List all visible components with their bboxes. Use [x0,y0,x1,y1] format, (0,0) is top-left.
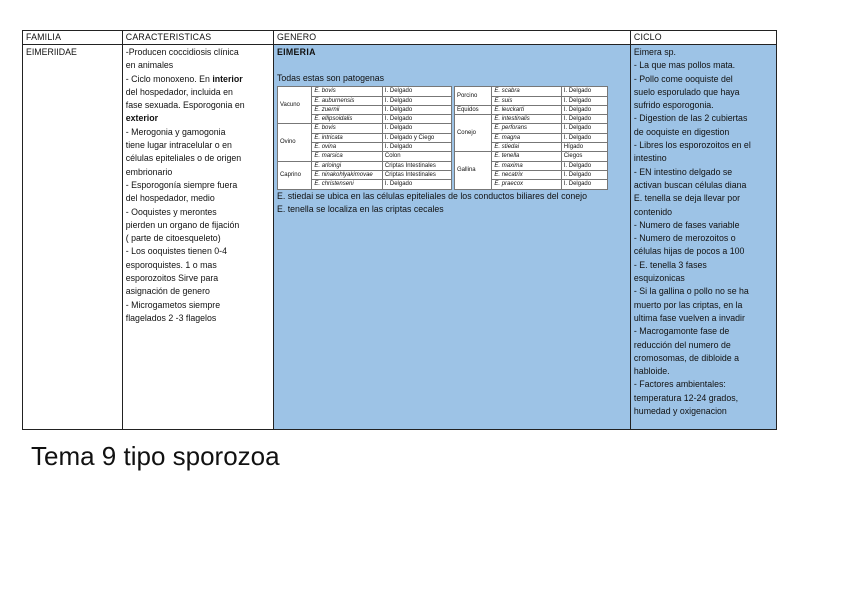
caracteristica-line [126,126,270,139]
species-table-right [454,86,608,189]
species-name: E. ninakohlyakimovae [312,170,383,179]
species-name: E. suis [492,96,561,105]
species-name: E. perforans [492,124,561,133]
caracteristica-text: pierden un organo de fijación [125,219,240,230]
caracteristica-line [126,179,270,192]
caracteristica-line [126,259,270,272]
ciclo-line: - Numero de merozoitos o [633,233,736,244]
species-row [277,161,451,170]
species-row [454,152,607,161]
ciclo-line: - E. tenella 3 fases [633,259,707,270]
species-name: E. auburnensis [312,96,383,105]
ciclo-line: intestino [633,153,667,164]
species-name: E. christenseni [312,180,383,189]
caracteristica-line [126,112,270,125]
caracteristica-text: - Los ooquistes tienen 0-4 [125,246,227,257]
ciclo-line: de ooquiste en digestion [633,126,730,137]
ciclo-line: habloide. [633,366,670,377]
header-caracteristicas: CARACTERISTICAS [122,31,273,45]
caracteristica-line [126,166,270,179]
caracteristica-line [126,73,270,86]
caracteristica-text: - Ooquistes y merontes [125,206,217,217]
species-location: I. Delgado [382,87,451,96]
ciclo-line: E. tenella se deja llevar por [633,193,741,204]
species-location: I. Delgado [382,143,451,152]
species-name: E. magna [492,133,561,142]
ciclo-line: - EN intestino delgado se [633,166,733,177]
caracteristicas-list [126,46,270,325]
caracteristica-text: en animales [125,60,174,71]
species-location: I. Delgado [561,96,607,105]
caracteristica-text: embrionario [125,166,173,177]
species-location: I. Delgado [382,115,451,124]
caracteristica-text: - Ciclo monoxeno. En [125,73,213,84]
species-location: I. Delgado [382,105,451,114]
species-location: I. Delgado [382,96,451,105]
species-location: I. Delgado [561,170,607,179]
genero-cell [273,45,630,430]
host-name: Ovino [277,124,311,161]
host-name: Gallina [454,152,491,189]
ciclo-line: Eimera sp. [633,47,676,57]
table-row [23,45,777,430]
species-name: E. ovina [312,143,383,152]
ciclo-list [634,46,773,418]
species-location: I. Delgado [382,124,451,133]
host-name: Porcino [454,87,491,106]
ciclo-line: humedad y oxigenacion [633,406,727,417]
caracteristica-text: del hospedador, incluida en [125,86,233,97]
ciclo-line: - Si la gallina o pollo no se ha [633,286,749,297]
caracteristica-text: - Microgametos siempre [125,299,221,310]
caracteristica-line [126,299,270,312]
ciclo-line: sufrido esporogonia. [633,100,714,111]
caracteristica-line [126,206,270,219]
ciclo-line: - Macrogamonte fase de [633,326,730,337]
ciclo-line: cromosomas, de dibloide a [633,352,740,363]
caracteristica-text: interior [212,73,243,84]
ciclo-line: contenido [633,206,673,217]
ciclo-line: - Digestion de las 2 cubiertas [633,113,748,124]
ciclo-line: suelo esporulado que haya [633,86,740,97]
caracteristica-line [126,312,270,325]
species-table-left [277,86,452,189]
ciclo-line: células hijas de pocos a 100 [633,246,745,257]
host-name: Caprino [277,161,311,189]
species-name: E. praecox [492,180,561,189]
species-name: E. bovis [312,124,383,133]
table-header-row [23,31,777,45]
species-location: Hígado [561,143,607,152]
caracteristica-text: ( parte de citoesqueleto) [125,233,221,244]
caracteristica-text: esporoquistes. 1 o mas [125,259,217,270]
species-name: E. intricata [312,133,383,142]
host-name: Vacuno [277,87,311,124]
species-location: Ciegos [561,152,607,161]
ciclo-line: esquizonicas [633,273,685,284]
species-row [454,87,607,96]
species-name: E. arloingi [312,161,383,170]
species-location: Colon [382,152,451,161]
ciclo-line: - Libres los esporozoitos en el [633,140,751,151]
caracteristica-line [126,285,270,298]
species-location: I. Delgado [561,115,607,124]
species-name: E. bovis [312,87,383,96]
species-name: E. stiedai [492,143,561,152]
species-location: I. Delgado y Ciego [382,133,451,142]
caracteristica-line [126,152,270,165]
species-location: Criptas Intestinales [382,161,451,170]
caracteristicas-cell [122,45,273,430]
species-location: Criptas Intestinales [382,170,451,179]
species-tables [277,86,608,189]
caracteristica-text: -Producen coccidiosis clínica [125,47,239,57]
caracteristica-line [126,86,270,99]
ciclo-line: - Pollo come ooquiste del [633,73,733,84]
species-location: I. Delgado [561,133,607,142]
caracteristica-text: exterior [125,113,159,124]
familia-cell [23,45,123,430]
species-location: I. Delgado [561,161,607,170]
header-familia: FAMILIA [23,31,123,45]
species-name: E. zuernii [312,105,383,114]
caracteristica-text: - Esporogonía siempre fuera [125,179,238,190]
species-name: E. ellipsoidalis [312,115,383,124]
species-location: I. Delgado [561,180,607,189]
species-name: E. marsica [312,152,383,161]
genus-note-tenella: E. tenella se localiza en las criptas cecales [276,203,444,214]
caracteristica-text: - Merogonia y gamogonia [125,126,226,137]
caracteristica-text: fase sexuada. Esporogonia en [125,100,245,111]
caracteristica-text: esporozoitos Sirve para [125,273,219,284]
caracteristica-line [126,219,270,232]
species-row [454,115,607,124]
caracteristica-line [126,232,270,245]
caracteristica-text: flagelados 2 -3 flagelos [125,312,217,323]
species-row [454,105,607,114]
host-name: Equidos [454,105,491,114]
header-genero: GENERO [273,31,630,45]
species-location: I. Delgado [382,180,451,189]
caracteristica-text: asignación de genero [125,286,210,297]
genus-subtitle: Todas estas son patogenas [276,73,385,83]
species-row [277,124,451,133]
species-name: E. tenella [492,152,561,161]
ciclo-line: - Factores ambientales: [633,379,726,390]
ciclo-line: reducción del numero de [633,339,731,350]
caracteristica-text: células epiteliales o de origen [125,153,242,164]
page-heading: Tema 9 tipo sporozoa [31,441,280,471]
genus-note-stiedai: E. stiedai se ubica en las células epiteliales de los conductos biliares del conejo [276,190,587,201]
genus-title: EIMERIA [276,47,316,57]
species-name: E. leuckarti [492,105,561,114]
caracteristica-line [126,245,270,258]
caracteristica-line [126,139,270,152]
caracteristica-line [126,99,270,112]
caracteristica-line [126,59,270,72]
ciclo-line: activan buscan células diana [633,179,747,190]
ciclo-line: ultima fase vuelven a invadir [633,312,745,323]
caracteristica-line [126,272,270,285]
caracteristica-line [126,192,270,205]
caracteristica-text: del hospedador, medio [125,193,215,204]
species-name: E. scabra [492,87,561,96]
header-ciclo: CICLO [630,31,776,45]
species-location: I. Delgado [561,105,607,114]
ciclo-line: muerto por las criptas, en la [633,299,743,310]
species-location: I. Delgado [561,124,607,133]
species-name: E. maxima [492,161,561,170]
species-name: E. intestinalis [492,115,561,124]
species-name: E. necatrix [492,170,561,179]
eimeriidae-table [22,30,777,430]
host-name: Conejo [454,115,491,152]
caracteristica-line [126,46,270,59]
ciclo-line: - La que mas pollos mata. [633,60,736,71]
ciclo-line: - Numero de fases variable [633,219,740,230]
species-row [277,87,451,96]
familia-name: EIMERIIDAE [26,47,77,57]
caracteristica-text: tiene lugar intracelular o en [125,140,232,151]
ciclo-cell [630,45,776,430]
species-location: I. Delgado [561,87,607,96]
ciclo-line: temperatura 12-24 grados, [633,392,739,403]
